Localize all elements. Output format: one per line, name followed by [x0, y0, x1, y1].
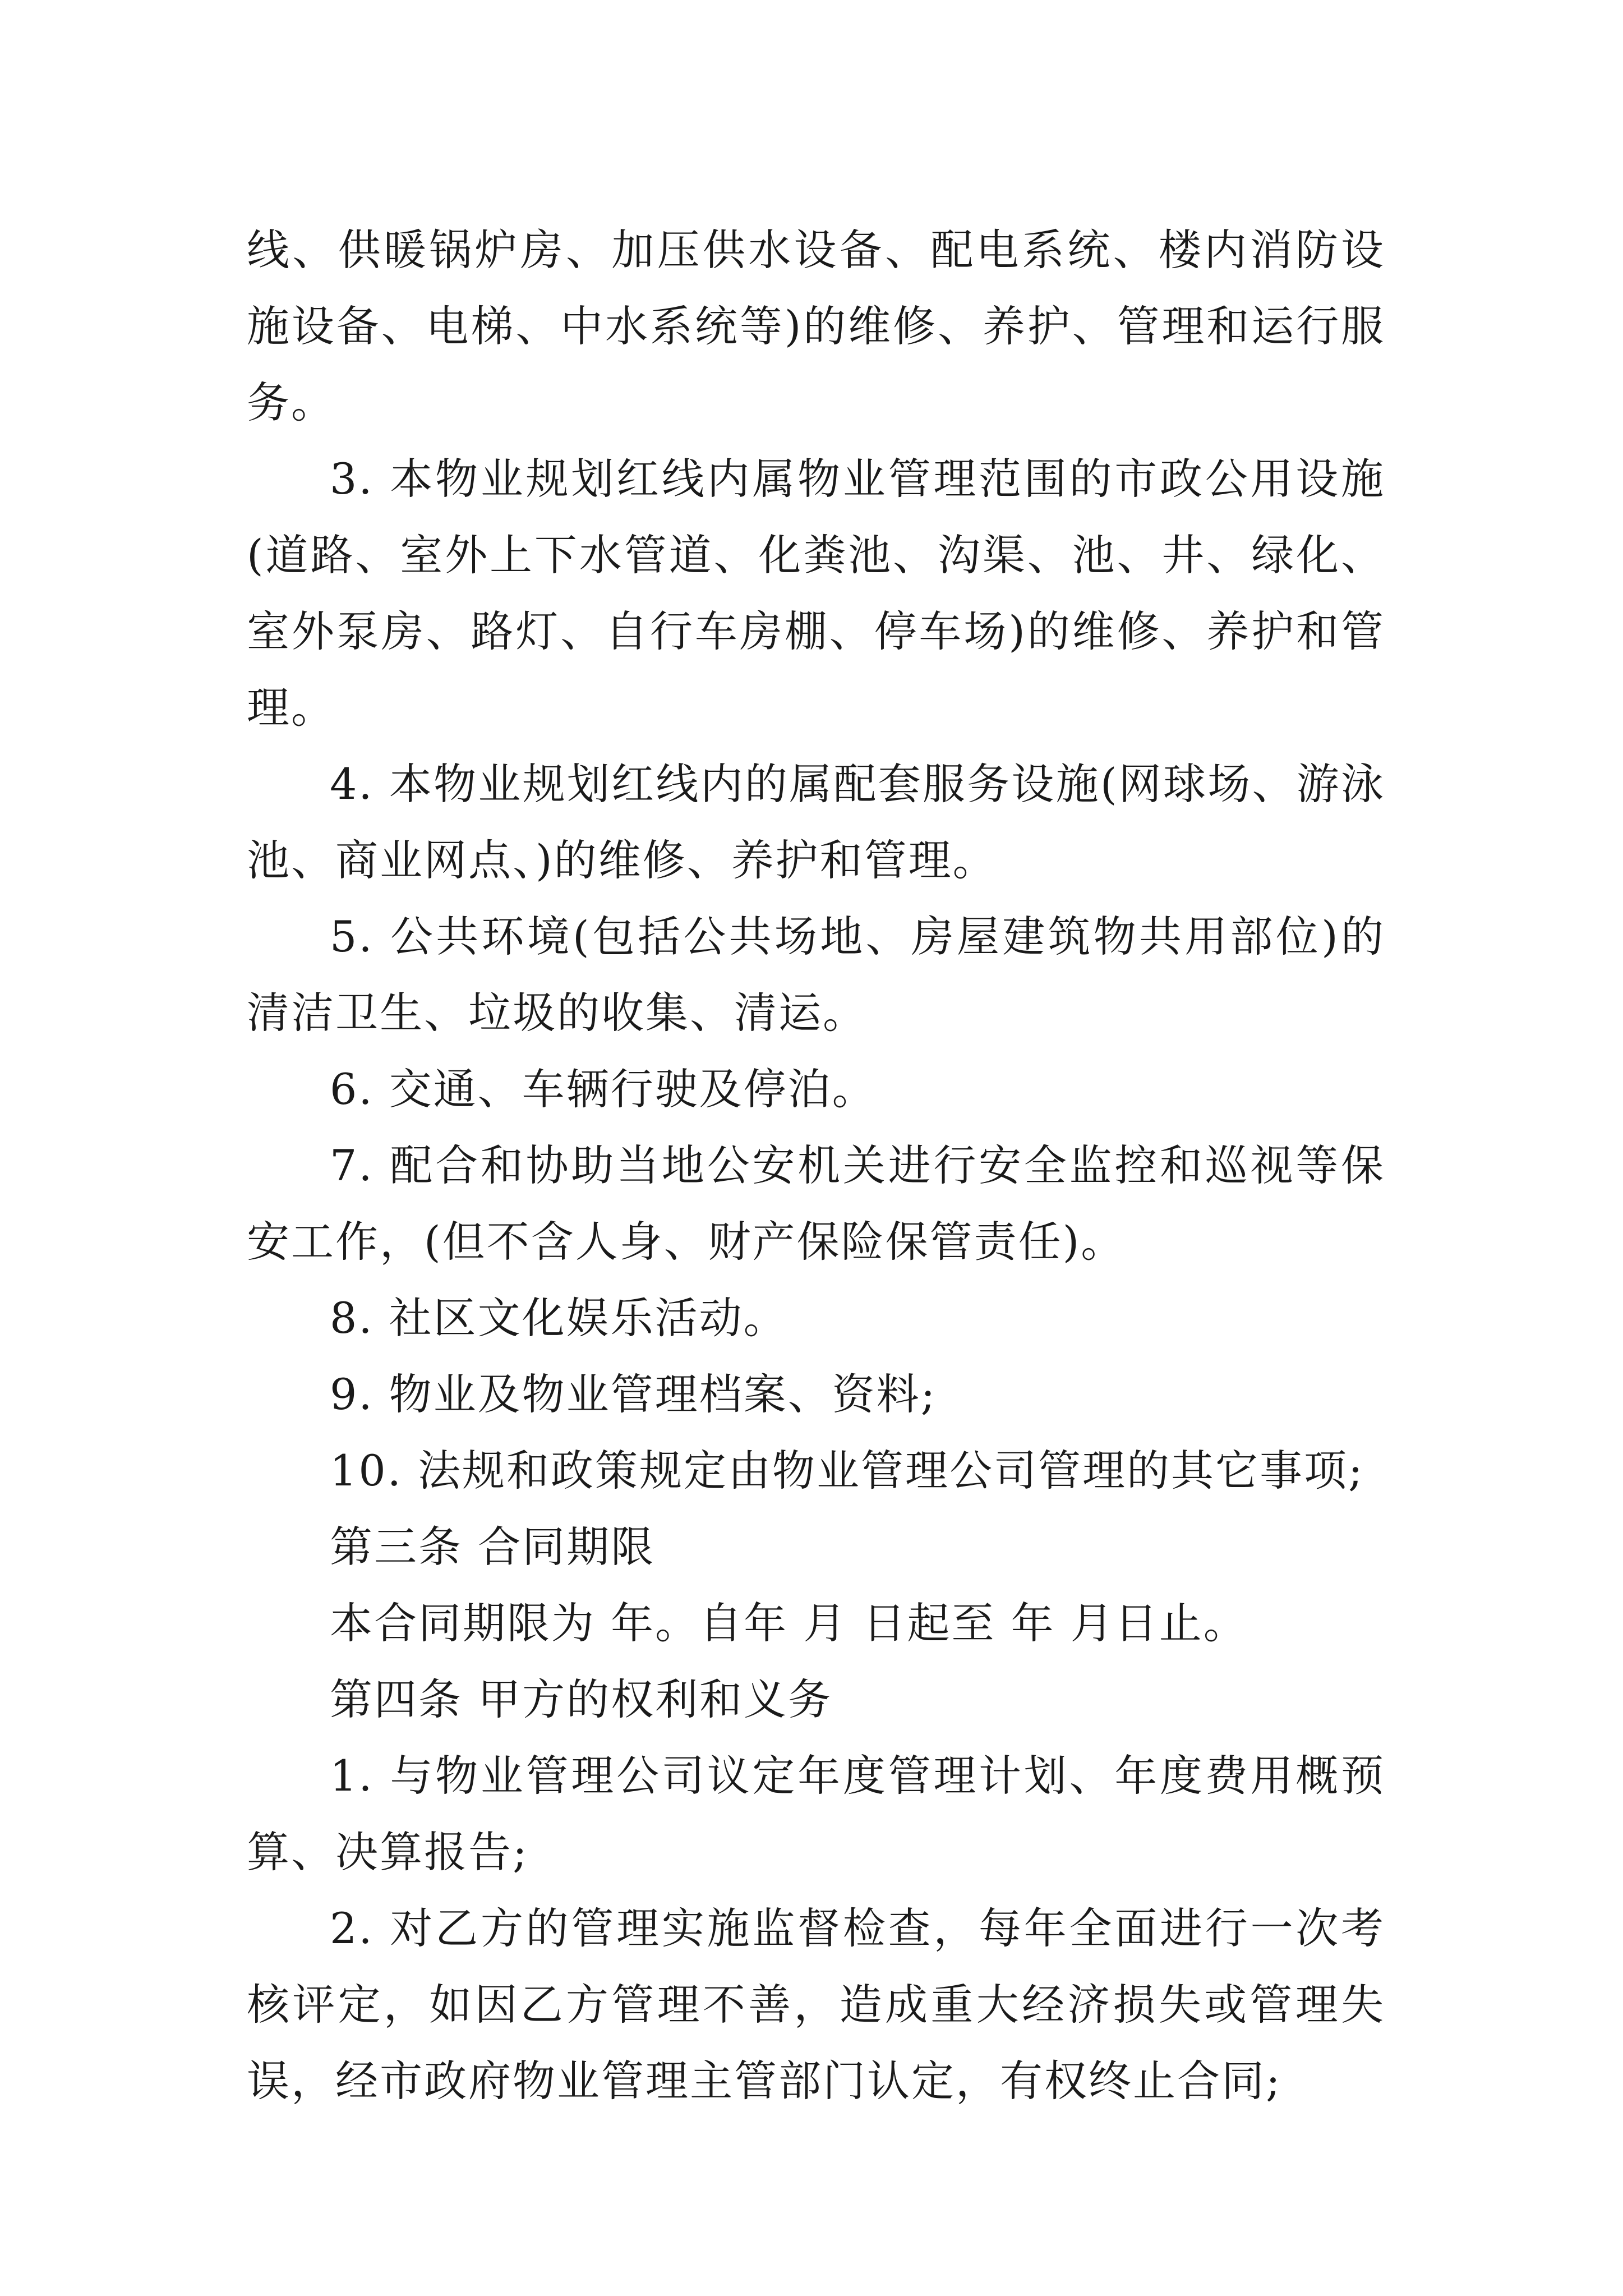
paragraph-2: 3. 本物业规划红线内属物业管理范围的市政公用设施(道路、室外上下水管道、化粪池、沟渠、池、井、绿化、室外泵房、路灯、自行车房棚、停车场)的维修、养护和管理。 [247, 454, 1385, 733]
paragraph-7: 8. 社区文化娱乐活动。 [330, 1293, 788, 1343]
paragraph-party-a-2: 2. 对乙方的管理实施监督检查，每年全面进行一次考核评定，如因乙方管理不善，造成重大经济损失或管理失误，经市政府物业管理主管部门认定，有权终止合同; [247, 1903, 1385, 2106]
paragraph-6: 7. 配合和协助当地公安机关进行安全监控和巡视等保安工作，(但不含人身、财产保险保管责任)。 [247, 1140, 1385, 1267]
paragraph-5: 6. 交通、车辆行驶及停泊。 [330, 1064, 877, 1114]
paragraph-9: 10. 法规和政策规定由物业管理公司管理的其它事项; [330, 1446, 1364, 1496]
paragraph-3: 4. 本物业规划红线内的属配套服务设施(网球场、游泳池、商业网点、)的维修、养护和管理。 [247, 759, 1385, 885]
paragraph-1: 线、供暖锅炉房、加压供水设备、配电系统、楼内消防设施设备、电梯、中水系统等)的维修、养护、管理和运行服务。 [247, 225, 1385, 427]
document-body [247, 212, 1385, 2119]
paragraph-8: 9. 物业及物业管理档案、资料; [330, 1369, 937, 1419]
section-heading-article-4: 第四条 甲方的权利和义务 [330, 1674, 833, 1724]
paragraph-party-a-1: 1. 与物业管理公司议定年度管理计划、年度费用概预算、决算报告; [247, 1751, 1385, 1877]
section-heading-article-3: 第三条 合同期限 [330, 1522, 656, 1572]
paragraph-4: 5. 公共环境(包括公共场地、房屋建筑物共用部位)的清洁卫生、垃圾的收集、清运。 [247, 912, 1385, 1038]
paragraph-contract-term: 本合同期限为 年。自年 月 日起至 年 月日止。 [330, 1598, 1248, 1648]
